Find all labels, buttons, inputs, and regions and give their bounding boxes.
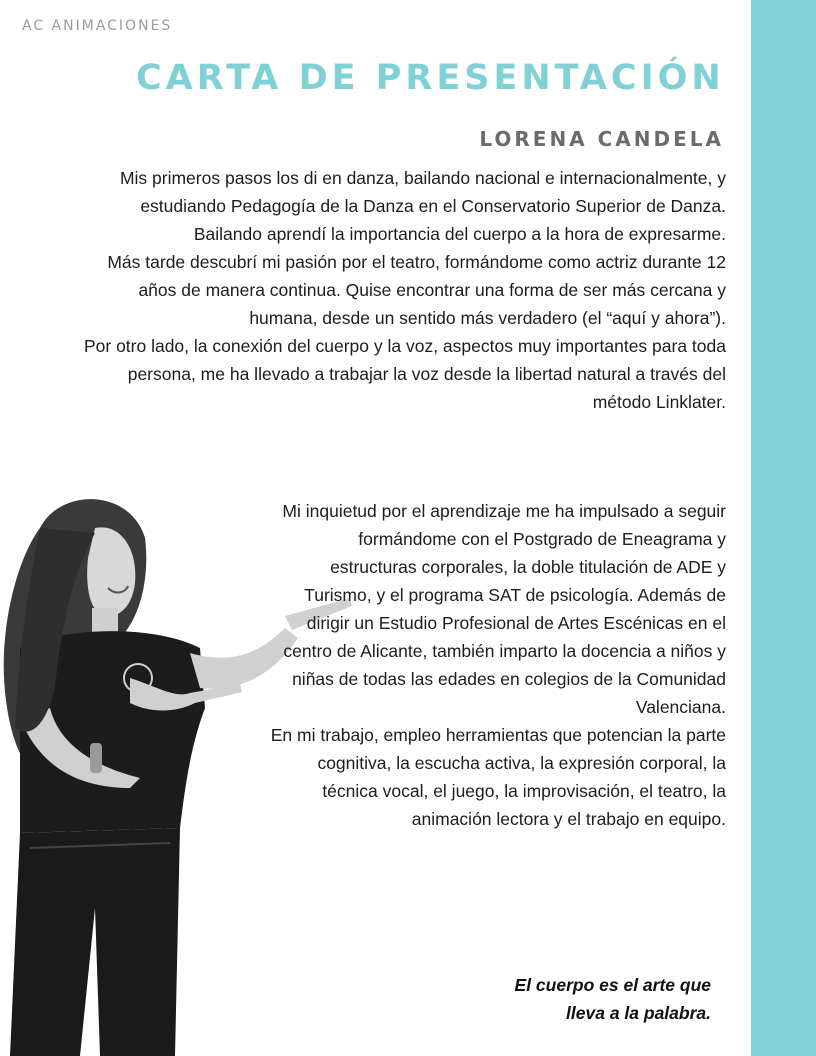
paragraph-training: Mi inquietud por el aprendizaje me ha impulsado a seguir formándome con el Postgrado de Eneagrama y estructuras corporales, la doble titulación de ADE y Turismo, y el programa SAT de psicología. Además de dirigir un Estudio Profesional de Artes Escénicas en el centro de Alicante, también imparto la docencia a niños y niñas de todas las edades en colegios de la Comunidad Valenciana. <box>282 501 726 717</box>
page-title: CARTA DE PRESENTACIÓN <box>136 58 725 98</box>
paragraph-work: En mi trabajo, empleo herramientas que potencian la parte cognitiva, la escucha activa, la expresión corporal, la técnica vocal, el juego, la improvisación, el teatro, la animación lectora y el trabajo en equipo. <box>270 725 726 829</box>
author-name: LORENA CANDELA <box>479 127 724 151</box>
paragraph-dance: Mis primeros pasos los di en danza, bailando nacional e internacionalmente, y estudiando Pedagogía de la Danza en el Conservatorio Superior de Danza. Bailando aprendí la importancia del cuerpo a la hora de expresarme. <box>119 168 726 244</box>
paragraph-voice: Por otro lado, la conexión del cuerpo y la voz, aspectos muy importantes para toda persona, me ha llevado a trabajar la voz desde la libertad natural a través del método Linklater. <box>83 336 726 412</box>
intro-text <box>70 164 726 416</box>
paragraph-theatre: Más tarde descubrí mi pasión por el teatro, formándome como actriz durante 12 años de manera continua. Quise encontrar una forma de ser más cercana y humana, desde un sentido más verdadero (el “aquí y ahora”). <box>107 252 726 328</box>
quote-line-2: lleva a la palabra. <box>566 1003 711 1023</box>
career-text <box>270 497 726 833</box>
accent-side-bar <box>751 0 816 1056</box>
quote-line-1: El cuerpo es el arte que <box>514 975 711 995</box>
brand-name: AC ANIMACIONES <box>22 18 173 34</box>
closing-quote <box>411 971 711 1027</box>
